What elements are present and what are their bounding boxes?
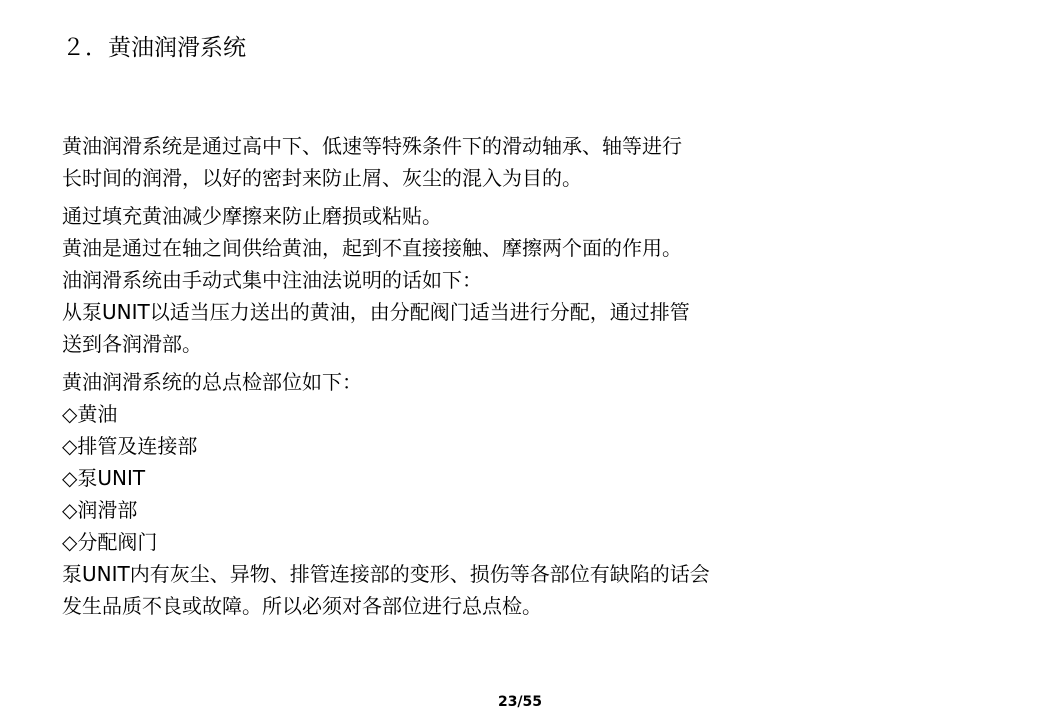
checklist-item: ◇分配阀门 bbox=[62, 530, 158, 554]
checklist-item: ◇润滑部 bbox=[62, 498, 138, 522]
checklist-item: ◇泵UNIT bbox=[62, 466, 146, 490]
text-line: 通过填充黄油减少摩擦来防止磨损或粘贴。 bbox=[62, 204, 442, 228]
page-title: ２．黄油润滑系统 bbox=[62, 35, 246, 61]
text-line: 油润滑系统由手动式集中注油法说明的话如下： bbox=[62, 268, 482, 292]
text-line: 黄油润滑系统的总点检部位如下： bbox=[62, 370, 362, 394]
paragraph-intro bbox=[62, 130, 962, 194]
paragraph-inspection bbox=[62, 366, 962, 622]
paragraph-method bbox=[62, 200, 962, 360]
page-number: 23/55 bbox=[497, 694, 543, 710]
checklist-item: ◇排管及连接部 bbox=[62, 434, 198, 458]
text-line: 黄油润滑系统是通过高中下、低速等特殊条件下的滑动轴承、轴等进行 bbox=[62, 134, 682, 158]
text-line: 泵UNIT内有灰尘、异物、排管连接部的变形、损伤等各部位有缺陷的话会 bbox=[62, 562, 710, 586]
text-line: 从泵UNIT以适当压力送出的黄油，由分配阀门适当进行分配，通过排管 bbox=[62, 300, 690, 324]
text-line: 长时间的润滑，以好的密封来防止屑、灰尘的混入为目的。 bbox=[62, 166, 582, 190]
text-line: 送到各润滑部。 bbox=[62, 332, 202, 356]
body-text bbox=[62, 130, 962, 622]
text-line: 发生品质不良或故障。所以必须对各部位进行总点检。 bbox=[62, 594, 542, 618]
checklist-item: ◇黄油 bbox=[62, 402, 118, 426]
text-line: 黄油是通过在轴之间供给黄油，起到不直接接触、摩擦两个面的作用。 bbox=[62, 236, 682, 260]
